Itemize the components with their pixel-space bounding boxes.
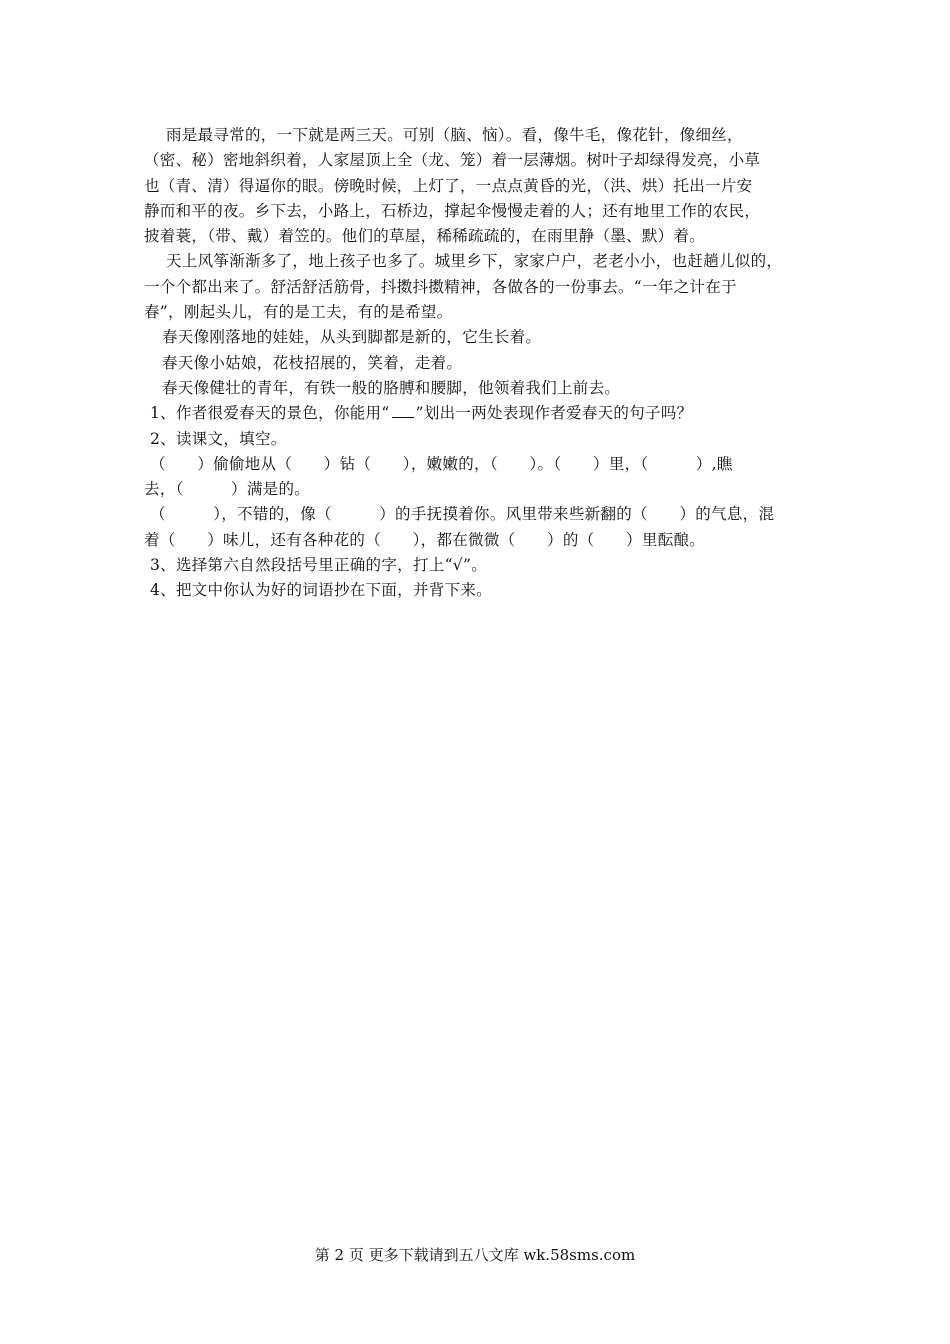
question-4: 4、把文中你认为好的词语抄在下面，并背下来。 — [150, 581, 492, 600]
page-footer: 第 2 页 更多下载请到五八文库 wk.58sms.com — [314, 1246, 636, 1264]
fill-blank-line: 着（ ）味儿，还有各种花的（ ），都在微微（ ）的（ ）里酝酿。 — [144, 530, 706, 549]
text-line: 静而和平的夜。乡下去，小路上，石桥边，撑起伞慢慢走着的人；还有地里工作的农民， — [144, 201, 761, 220]
text-line: 披着蓑，（带、戴）着笠的。他们的草屋，稀稀疏疏的，在雨里静（墨、默）着。 — [144, 227, 706, 246]
paragraph-girl: 春天像小姑娘，花枝招展的，笑着，走着。 — [162, 353, 463, 372]
question-1 — [144, 401, 824, 426]
fill-blank-line: 去，（ ）满是的。 — [144, 480, 311, 499]
fill-blank-line: （ ），不错的，像（ ）的手抚摸着你。风里带来些新翻的（ ）的气息，混 — [150, 505, 775, 524]
paragraph-rain — [144, 123, 824, 249]
question-3: 3、选择第六自然段括号里正确的字，打上“√”。 — [150, 556, 487, 575]
paragraph-kites — [144, 249, 824, 325]
question-1-prefix: 1、作者很爱春天的景色，你能用“ — [150, 404, 390, 423]
document-body — [144, 123, 824, 604]
paragraph-baby: 春天像刚落地的娃娃，从头到脚都是新的，它生长着。 — [162, 328, 542, 347]
text-line: 一个个都出来了。舒活舒活筋骨，抖擞抖擞精神，各做各的一份事去。“一年之计在于 — [144, 277, 737, 296]
underline-mark — [392, 405, 414, 418]
question-1-suffix: ”划出一两处表现作者爱春天的句子吗？ — [415, 404, 693, 423]
text-line: 天上风筝渐渐多了，地上孩子也多了。城里乡下，家家户户，老老小小，也赶趟儿似的， — [166, 252, 783, 271]
text-line: （密、秘）密地斜织着，人家屋顶上全（龙、笼）着一层薄烟。树叶子却绿得发亮，小草 — [144, 151, 761, 170]
text-line: 雨是最寻常的，一下就是两三天。可别（脑、恼）。看，像牛毛，像花针，像细丝， — [166, 126, 743, 144]
text-line: 春”，刚起头儿，有的是工夫，有的是希望。 — [144, 303, 453, 322]
fill-blank-line: （ ）偷偷地从（ ）钻（ ），嫩嫩的，（ ）。（ ）里，（ ）,瞧 — [150, 454, 733, 473]
paragraph-youth: 春天像健壮的青年，有铁一般的胳膊和腰脚，他领着我们上前去。 — [162, 378, 621, 397]
text-line: 也（青、清）得逼你的眼。傍晚时候，上灯了，一点点黄昏的光，（洪、烘）托出一片安 — [144, 176, 753, 195]
question-2: 2、读课文，填空。 — [150, 429, 287, 448]
